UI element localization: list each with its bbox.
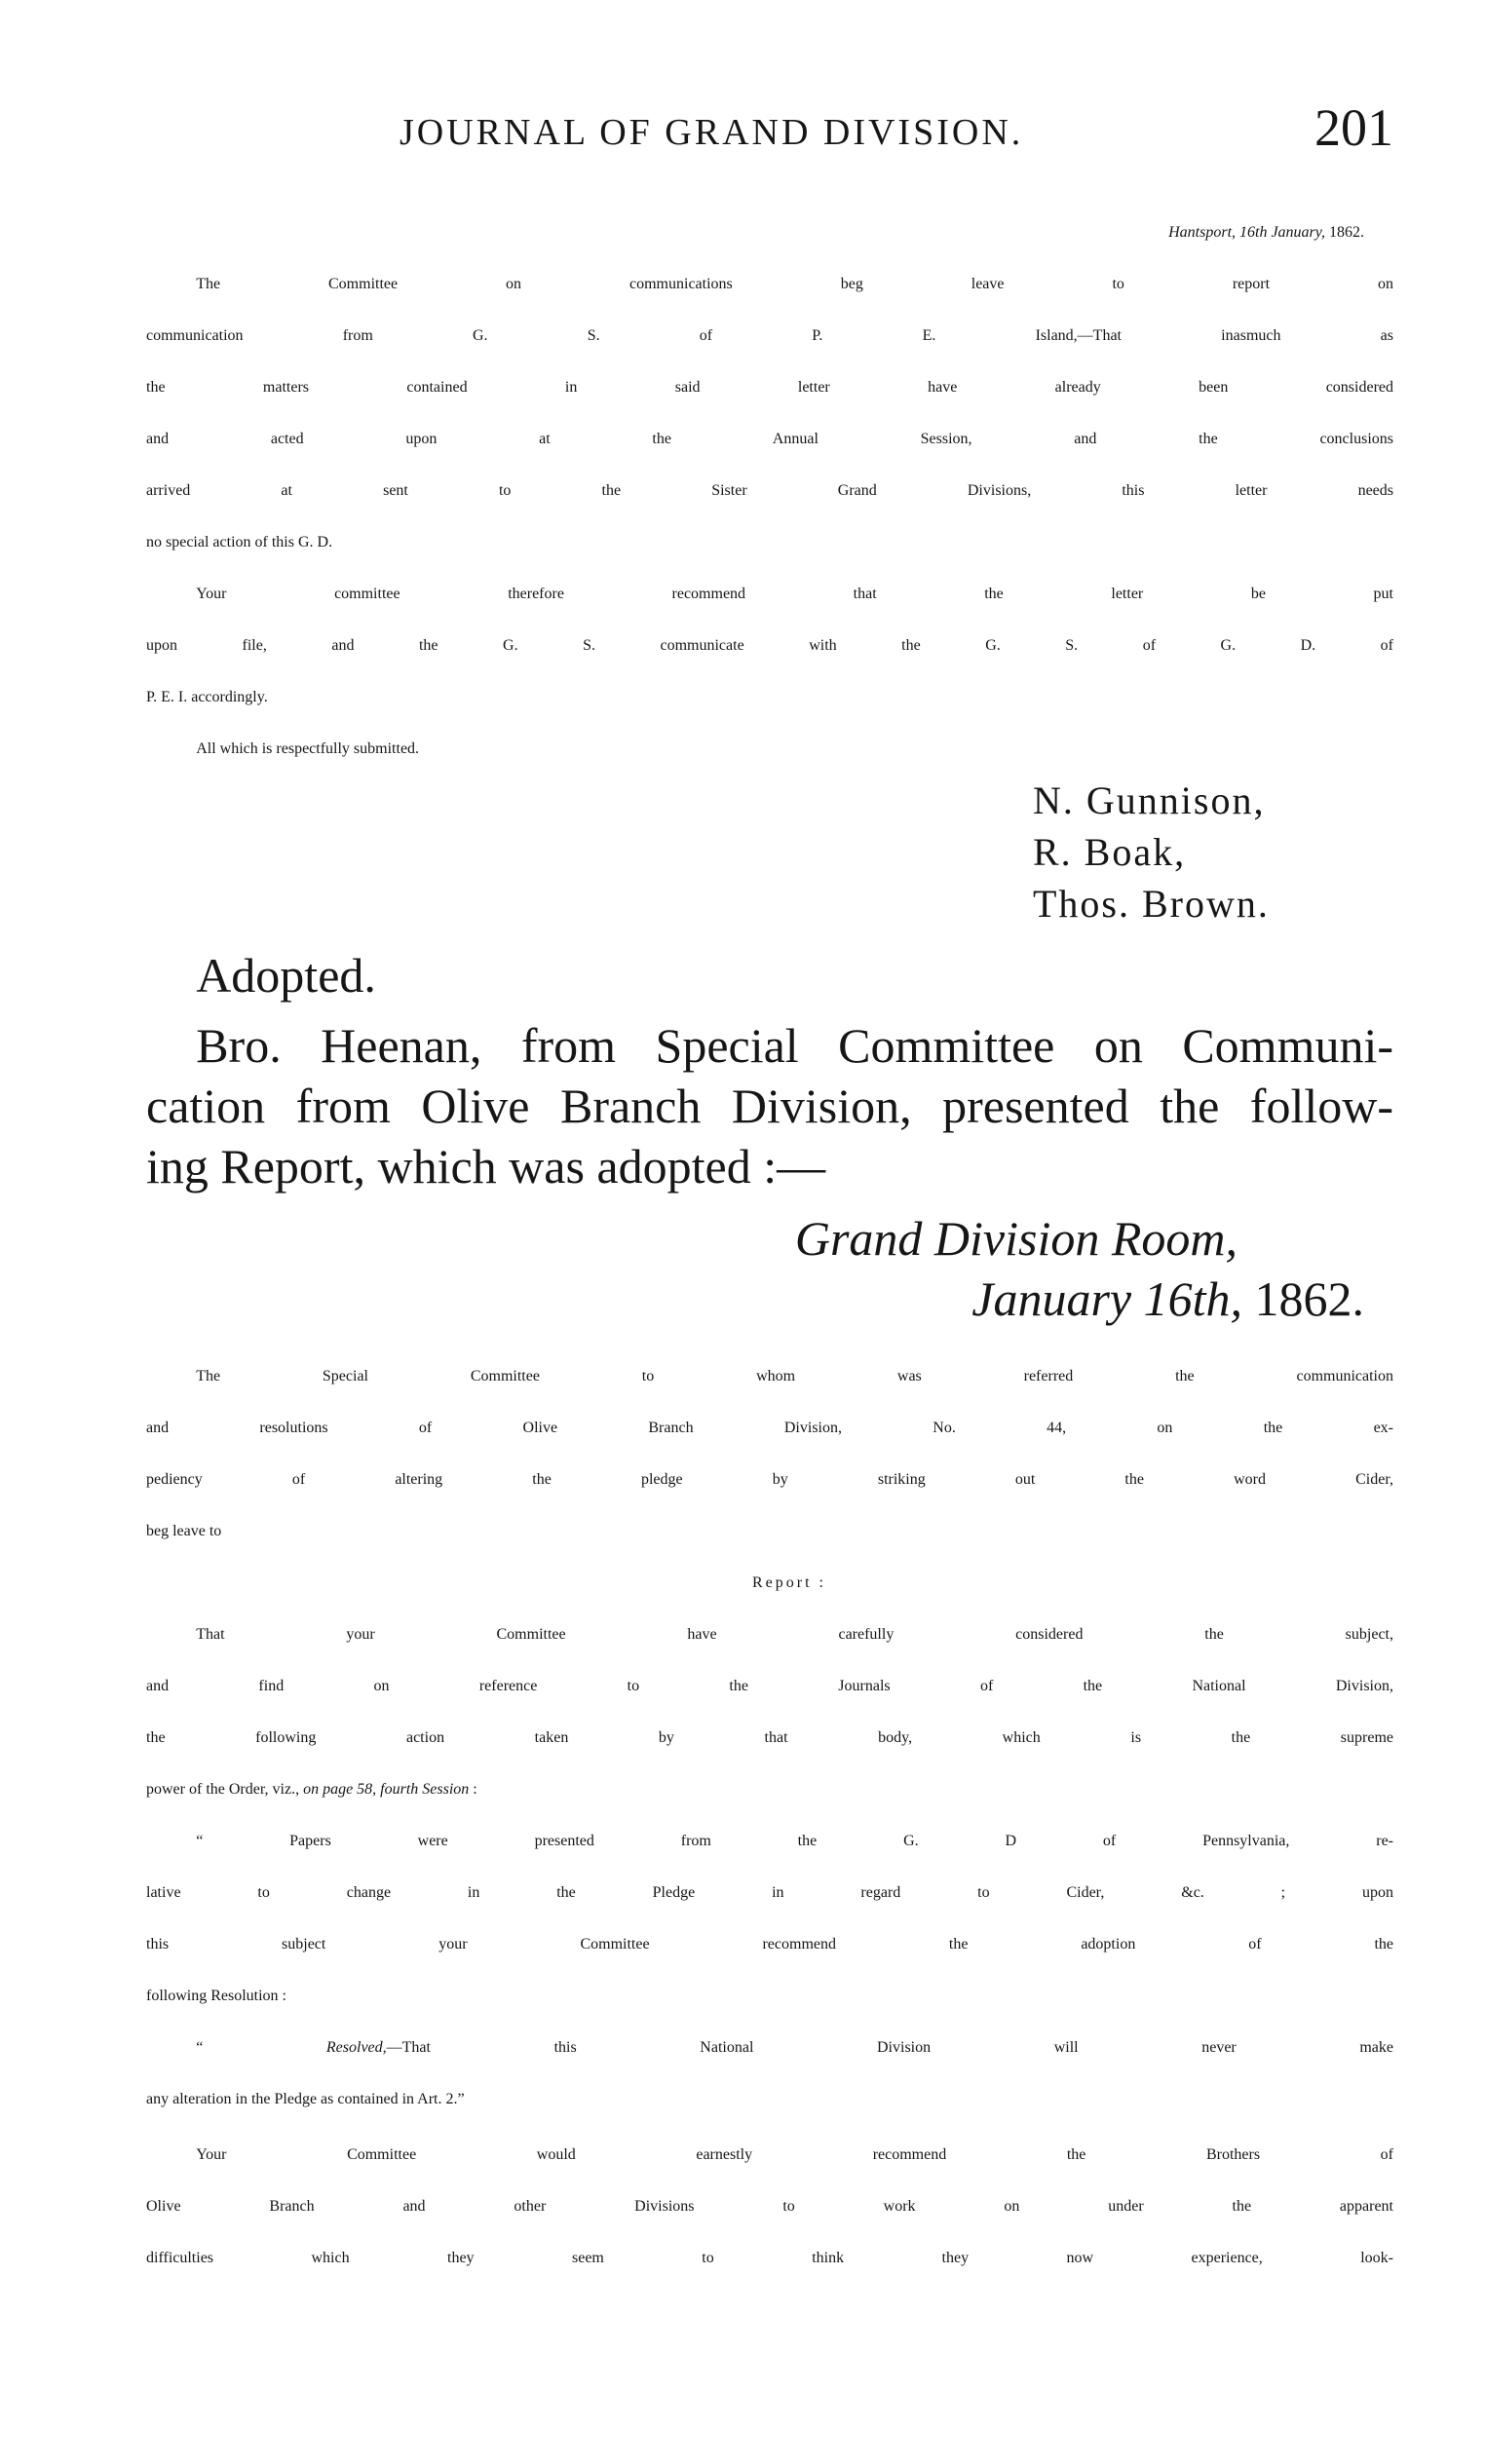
text-line: arrived at sent to the Sister Grand Divisions, this letter needs — [146, 482, 1393, 499]
quote-line: “ Papers were presented from the G. D of Pennsylvania, re- — [196, 1833, 1393, 1849]
text-line: P. E. I. accordingly. — [146, 689, 268, 705]
text-line: That your Committee have carefully considered the subject, — [196, 1626, 1393, 1643]
text-line: Bro. Heenan, from Special Committee on Communi- — [196, 1018, 1393, 1073]
text-line: ing Report, which was adopted :— — [146, 1139, 826, 1194]
adoption-section — [146, 945, 1393, 1196]
report-heading: Report : — [752, 1574, 826, 1591]
page-header — [146, 97, 1393, 166]
text-line: Olive Branch and other Divisions to work on under the apparent — [146, 2198, 1393, 2215]
text-line: the matters contained in said letter have already been considered — [146, 379, 1393, 396]
text-line: no special action of this G. D. — [146, 534, 333, 550]
signature: R. Boak, — [1033, 830, 1187, 874]
text-line: beg leave to — [146, 1523, 222, 1539]
adopted-label: Adopted. — [196, 948, 376, 1003]
resolution-line: any alteration in the Pledge as contained in Art. 2.” — [146, 2091, 465, 2107]
text-line: difficulties which they seem to think they now experience, look- — [146, 2250, 1393, 2266]
quote-line: lative to change in the Pledge in regard to Cider, &c. ; upon — [146, 1884, 1393, 1901]
page-number: 201 — [1314, 98, 1393, 157]
text-line: Your committee therefore recommend that the letter be put — [196, 586, 1393, 602]
text-line: and acted upon at the Annual Session, and the conclusions — [146, 431, 1393, 447]
resolution-line: “ Resolved,—That this National Division will never make — [196, 2039, 1394, 2056]
text-line: cation from Olive Branch Division, presented the follow- — [146, 1079, 1393, 1133]
text-line: upon file, and the G. S. communicate with the G. S. of G. D. of — [146, 637, 1393, 654]
text-line: and resolutions of Olive Branch Division, No. 44, on the ex- — [146, 1420, 1393, 1436]
quote-line: this subject your Committee recommend the adoption of the — [146, 1936, 1393, 1952]
signature: Thos. Brown. — [1033, 882, 1270, 926]
text-line: power of the Order, viz., on page 58, fourth Session : — [146, 1781, 477, 1798]
text-line: communication from G. S. of P. E. Island,—That inasmuch as — [146, 327, 1393, 344]
text-line: All which is respectfully submitted. — [196, 740, 420, 757]
signature: N. Gunnison, — [1033, 778, 1266, 822]
text-line: and find on reference to the Journals of the National Division, — [146, 1678, 1393, 1694]
text-line: The Special Committee to whom was referred the communication — [196, 1368, 1393, 1384]
text-line: The Committee on communications beg leave to report on — [196, 276, 1393, 292]
quote-line: following Resolution : — [146, 1988, 286, 2004]
text-line: pediency of altering the pledge by striking out the word Cider, — [146, 1471, 1393, 1488]
report-olive-branch — [146, 1208, 1393, 2284]
dateline-date: January 16th, 1862. — [971, 1271, 1364, 1326]
report-communications — [146, 207, 1393, 929]
running-title: JOURNAL OF GRAND DIVISION. — [400, 112, 1024, 153]
dateline-room: Grand Division Room, — [794, 1211, 1238, 1266]
dateline-hantsport: Hantsport, 16th January, 1862. — [1168, 224, 1364, 241]
text-line: the following action taken by that body, which is the supreme — [146, 1729, 1393, 1746]
text-line: Your Committee would earnestly recommend the Brothers of — [196, 2146, 1393, 2163]
